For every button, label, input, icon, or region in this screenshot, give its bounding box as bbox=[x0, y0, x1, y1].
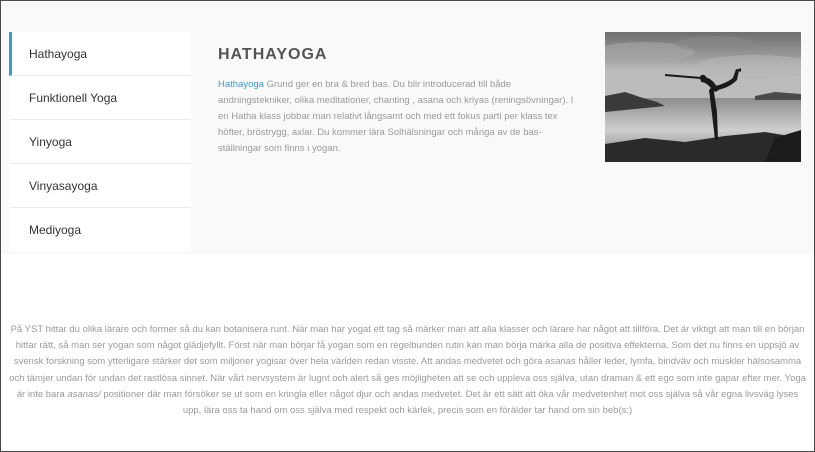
tab-vinyasayoga[interactable] bbox=[9, 164, 191, 208]
footer-emphasis: asanas/ bbox=[67, 388, 101, 400]
footer-text-part: positioner där man försöker se ut som en kringla eller något djur och andas medvetet. Det är ett sätt att öka vår medvetenhet mot oss själva så vår egna livsväg lyses upp, lära oss ta hand om oss själva med respekt och kärlek, precis som en förälder tar hand om sin beb(s:) bbox=[100, 388, 799, 417]
tab-label: Funktionell Yoga bbox=[29, 90, 118, 105]
content-description bbox=[218, 77, 580, 157]
yoga-pose-photo bbox=[605, 32, 801, 162]
content-title: HATHAYOGA bbox=[218, 46, 328, 63]
tab-funktionell-yoga[interactable] bbox=[9, 76, 191, 120]
tab-label: Yinyoga bbox=[29, 134, 72, 149]
footer-text-part: håller leder, lymfa, bindväv och muskler hälsosamma och tämjer undan för undan det rastlösa sinnet. När vårt nervsystem är lugnt och alert så ges möjligheten att se och uppleva oss själva, utan draman & ett ego som inte gapar efter mer. Yoga är inte bara bbox=[9, 356, 806, 400]
tab-mediyoga[interactable] bbox=[9, 208, 191, 252]
yoga-pose-photo-icon bbox=[605, 32, 801, 162]
hathayoga-link[interactable]: Hathayoga bbox=[218, 79, 264, 90]
footer-emphasis: asanas bbox=[545, 356, 576, 368]
tab-yinyoga[interactable] bbox=[9, 120, 191, 164]
tab-label: Mediyoga bbox=[29, 223, 82, 237]
tab-label: Vinyasayoga bbox=[29, 178, 98, 193]
footer-description bbox=[8, 322, 807, 419]
footer-text-part: På YST hittar du olika lärare och former så du kan botanisera runt. När man har yogat ett tag så märker man att alla klasser och lärare har något att tillföra. Det är viktigt att man till en början hittar rätt, så man ser yogan som något glädjefyllt. Först när man börjar få yogan som en regelbunden rutin kan man börja märka alla de positiva effekterna. Som det nu finns en uppsjö av svensk forskning som ytterligare stärker det som miljoner yogisar över hela världen redan visste. Att andas medvetet och göra bbox=[10, 324, 805, 368]
yoga-tab-list bbox=[9, 32, 191, 252]
tab-label: Hathayoga bbox=[29, 46, 88, 61]
content-body: Grund ger en bra & bred bas. Du blir introducerad till både andningstekniker, olika meditationer, chanting , asana och kriyas (reningsövningar). I en Hatha klass jobbar man relativt långsamt och med ett fokus parti per klass tex höfter, bröstrygg, axlar. Du kommer lära Solhälsningar och många av de bas-ställningar som finns i yogan. bbox=[218, 79, 574, 154]
tab-hathayoga[interactable] bbox=[9, 32, 191, 76]
